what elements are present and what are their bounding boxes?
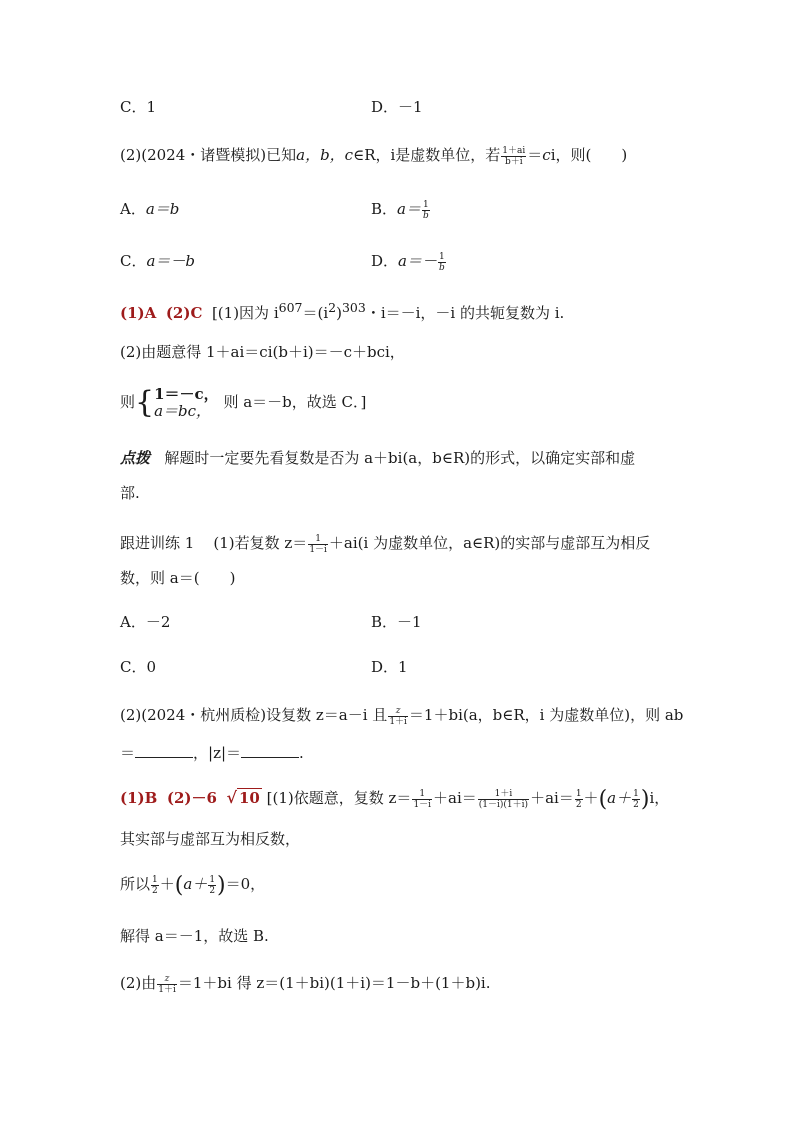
- option-c: C．1: [120, 98, 157, 116]
- option-d: D．－1: [371, 98, 423, 116]
- question-2-stem: (2)(2024・诸暨模拟)已知a，b，c∈R，i是虚数单位，若 $\frac{1+ai}{b+i}$ ＝ci，则( ): [120, 145, 628, 167]
- answer-1-line1: (1)A (2)C [(1)因为 $i^{607}=(i^2)^{303}$・i＝－i，－i 的共轭复数为 i.: [120, 300, 565, 322]
- q2-in-r: ∈R，i是虚数单位，若: [353, 146, 501, 164]
- q2-option-d: D．a＝－ $\frac{1}{b}$: [371, 251, 445, 273]
- q2-option-b: B．a＝ $\frac{1}{b}$: [371, 199, 429, 221]
- answer-label-1b: (2)C: [165, 304, 203, 322]
- q2-option-a: A．a＝b: [120, 200, 180, 218]
- answer-2-line5: (2)由 $\frac{z}{1+i}$ ＝1＋bi 得 z＝(1＋bi)(1＋i)＝1－b＋(1＋b)i.: [120, 973, 491, 995]
- practice-option-c: C．0: [120, 658, 157, 676]
- practice-q1-line2: 数，则 a＝( ): [120, 569, 236, 587]
- practice-option-a: A．－2: [120, 613, 171, 631]
- practice-label: 跟进训练 1: [120, 534, 195, 552]
- practice-option-d: D．1: [371, 658, 408, 676]
- answer-blank-modulus: [241, 743, 299, 758]
- practice-option-b: B．－1: [371, 613, 422, 631]
- answer-2-line3: 所以 $\frac{1}{2}$ ＋(a＋ $\frac{1}{2}$ )＝0，: [120, 873, 266, 898]
- q2-vars: a，b，c: [296, 146, 354, 164]
- answer-label-2a: (1)B: [120, 789, 158, 807]
- answer-label-2b: (2)－6: [166, 789, 217, 807]
- tip-line1: 点拨 解题时一定要先看复数是否为 a＋bi(a，b∈R)的形式，以确定实部和虚: [120, 449, 636, 467]
- practice-q2-line2: ＝ ，|z|＝ .: [120, 744, 304, 762]
- answer-blank-ab: [135, 743, 193, 758]
- q2-option-c: C．a＝－b: [120, 252, 196, 270]
- answer-1-system: 则{ 1＝－c， a＝bc， 则 a＝－b，故选 C．]: [120, 385, 367, 420]
- answer-2-line4: 解得 a＝－1，故选 B.: [120, 927, 269, 945]
- tip-label: 点拨: [120, 449, 151, 467]
- q2-prefix: (2)(2024・诸暨模拟)已知: [120, 146, 297, 164]
- answer-2-line1: (1)B (2)－6 √ 10 [(1)依题意，复数 z＝ $\frac{1}{1-i}$ ＋ai＝ $\frac{1+i}{(1-i)(1+i)}$ ＋ai＝ $\frac{1}{2}$ ＋(a＋ $\frac{1}{2}$ )i，: [120, 787, 670, 812]
- q2-tail: i，则( ): [550, 146, 628, 164]
- answer-label-1a: (1)A: [120, 304, 157, 322]
- sqrt-10: √ 10: [226, 788, 260, 807]
- answer-1-line2: (2)由题意得 1＋ai＝ci(b＋i)＝－c＋bci，: [120, 343, 405, 361]
- practice-q1-line1: 跟进训练 1 (1)若复数 z＝ $\frac{1}{1-i}$ ＋ai(i 为虚数单位，a∈R)的实部与虚部互为相反: [120, 533, 651, 555]
- practice-q2-line1: (2)(2024・杭州质检)设复数 z＝a－i 且 $\frac{z}{1+i}$ ＝1＋bi(a，b∈R，i 为虚数单位)，则 ab: [120, 705, 684, 727]
- answer-2-line2: 其实部与虚部互为相反数，: [120, 830, 301, 848]
- tip-line2: 部.: [120, 484, 140, 502]
- q2-fraction: $\frac{1+ai}{b+i}$: [502, 145, 526, 167]
